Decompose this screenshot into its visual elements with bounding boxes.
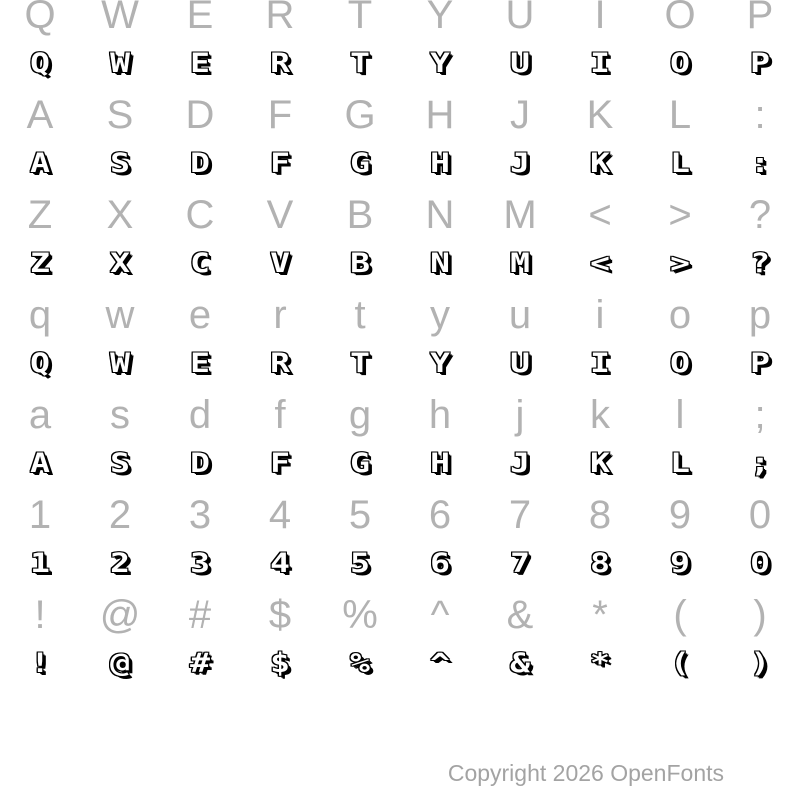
reference-glyph: > <box>668 193 692 237</box>
preview-glyph: 9 <box>670 548 690 579</box>
preview-glyph: T <box>350 48 370 79</box>
preview-glyph: R <box>270 48 290 79</box>
preview-glyph: ! <box>30 648 50 679</box>
reference-glyph: j <box>515 393 525 437</box>
preview-glyph: I <box>590 348 610 379</box>
reference-glyph: P <box>746 0 774 37</box>
preview-glyph: ) <box>750 648 770 679</box>
reference-glyph: O <box>664 0 696 37</box>
reference-glyph: r <box>273 293 287 337</box>
preview-glyph: J <box>510 448 530 479</box>
preview-glyph: < <box>590 248 610 279</box>
preview-glyph: # <box>190 648 210 679</box>
reference-glyph: B <box>346 193 374 237</box>
preview-glyph: A <box>30 448 50 479</box>
reference-glyph: L <box>668 93 692 137</box>
reference-glyph: R <box>265 0 295 37</box>
reference-glyph: u <box>508 293 532 337</box>
preview-glyph-row <box>0 450 800 477</box>
preview-glyph: L <box>670 148 690 179</box>
preview-glyph: ^ <box>430 648 450 679</box>
reference-glyph: : <box>754 93 766 137</box>
reference-glyph: < <box>588 193 612 237</box>
preview-glyph: P <box>750 348 770 379</box>
preview-glyph: J <box>510 148 530 179</box>
reference-glyph: G <box>344 93 376 137</box>
reference-glyph: 7 <box>508 493 532 537</box>
preview-glyph: ; <box>750 448 770 479</box>
preview-glyph: U <box>510 348 530 379</box>
preview-glyph: H <box>430 148 450 179</box>
reference-glyph: 5 <box>348 493 372 537</box>
reference-glyph: g <box>348 393 372 437</box>
preview-glyph: % <box>350 648 370 679</box>
preview-glyph: S <box>110 448 130 479</box>
preview-glyph: 4 <box>270 548 290 579</box>
reference-glyph-row <box>0 0 800 35</box>
reference-glyph: % <box>342 593 378 637</box>
reference-glyph: ; <box>754 393 766 437</box>
reference-glyph: # <box>188 593 212 637</box>
preview-glyph: Q <box>30 348 50 379</box>
reference-glyph: d <box>188 393 212 437</box>
preview-glyph: 8 <box>590 548 610 579</box>
preview-glyph: F <box>270 448 290 479</box>
reference-glyph: a <box>28 393 52 437</box>
reference-glyph: s <box>110 393 130 437</box>
reference-glyph: 0 <box>748 493 772 537</box>
preview-glyph: P <box>750 48 770 79</box>
preview-glyph: G <box>350 148 370 179</box>
preview-glyph: & <box>510 648 530 679</box>
reference-glyph: h <box>428 393 452 437</box>
reference-glyph: Y <box>426 0 454 37</box>
preview-glyph: Y <box>430 48 450 79</box>
preview-glyph: R <box>270 348 290 379</box>
reference-glyph: H <box>425 93 455 137</box>
reference-glyph: Q <box>24 0 56 37</box>
reference-glyph: p <box>748 293 772 337</box>
reference-glyph: 3 <box>188 493 212 537</box>
preview-glyph: O <box>670 48 690 79</box>
reference-glyph: y <box>430 293 450 337</box>
preview-glyph: K <box>590 448 610 479</box>
reference-glyph: 4 <box>268 493 292 537</box>
preview-glyph-row <box>0 50 800 77</box>
reference-glyph: X <box>106 193 134 237</box>
preview-glyph: 5 <box>350 548 370 579</box>
reference-glyph-row <box>0 595 800 635</box>
preview-glyph-row <box>0 350 800 377</box>
preview-glyph: F <box>270 148 290 179</box>
reference-glyph: q <box>28 293 52 337</box>
reference-glyph: K <box>586 93 614 137</box>
reference-glyph: C <box>185 193 215 237</box>
preview-glyph-row <box>0 550 800 577</box>
preview-glyph: K <box>590 148 610 179</box>
reference-glyph: ! <box>34 593 46 637</box>
preview-glyph: O <box>670 348 690 379</box>
reference-glyph: @ <box>99 593 141 637</box>
reference-glyph-row <box>0 195 800 235</box>
preview-glyph: E <box>190 348 210 379</box>
reference-glyph: U <box>505 0 535 37</box>
reference-glyph-row <box>0 295 800 335</box>
reference-glyph: ( <box>673 593 687 637</box>
reference-glyph: i <box>595 293 605 337</box>
reference-glyph: 1 <box>28 493 52 537</box>
reference-glyph: w <box>105 293 135 337</box>
preview-glyph: W <box>110 348 130 379</box>
reference-glyph: 9 <box>668 493 692 537</box>
reference-glyph: J <box>510 93 530 137</box>
preview-glyph: ? <box>750 248 770 279</box>
preview-glyph: G <box>350 448 370 479</box>
preview-glyph: : <box>750 148 770 179</box>
copyright-text: Copyright 2026 OpenFonts <box>447 760 724 786</box>
reference-glyph: * <box>592 593 608 637</box>
reference-glyph: V <box>266 193 294 237</box>
reference-glyph: M <box>503 193 537 237</box>
reference-glyph: W <box>101 0 139 37</box>
preview-glyph: U <box>510 48 530 79</box>
preview-glyph: W <box>110 48 130 79</box>
preview-glyph-row <box>0 650 800 677</box>
reference-glyph: D <box>185 93 215 137</box>
preview-glyph: > <box>670 248 690 279</box>
reference-glyph: f <box>274 393 286 437</box>
reference-glyph: t <box>354 293 366 337</box>
reference-glyph-row <box>0 95 800 135</box>
preview-glyph: I <box>590 48 610 79</box>
preview-glyph-row <box>0 250 800 277</box>
preview-glyph: B <box>350 248 370 279</box>
reference-glyph: e <box>188 293 212 337</box>
reference-glyph-row <box>0 395 800 435</box>
reference-glyph: I <box>594 0 606 37</box>
preview-glyph: T <box>350 348 370 379</box>
preview-glyph: A <box>30 148 50 179</box>
reference-glyph: T <box>347 0 373 37</box>
reference-glyph: N <box>425 193 455 237</box>
reference-glyph: ? <box>748 193 772 237</box>
preview-glyph: X <box>110 248 130 279</box>
reference-glyph: $ <box>268 593 292 637</box>
preview-glyph: H <box>430 448 450 479</box>
preview-glyph: Q <box>30 48 50 79</box>
preview-glyph: 2 <box>110 548 130 579</box>
preview-glyph: ( <box>670 648 690 679</box>
reference-glyph: o <box>668 293 692 337</box>
preview-glyph: M <box>510 248 530 279</box>
preview-glyph: $ <box>270 648 290 679</box>
reference-glyph-row <box>0 495 800 535</box>
reference-glyph: 8 <box>588 493 612 537</box>
reference-glyph: & <box>506 593 534 637</box>
preview-glyph: Y <box>430 348 450 379</box>
preview-glyph: 0 <box>750 548 770 579</box>
preview-glyph: * <box>590 648 610 679</box>
preview-glyph: @ <box>110 648 130 679</box>
preview-glyph: N <box>430 248 450 279</box>
reference-glyph: ^ <box>430 593 450 637</box>
preview-glyph: D <box>190 148 210 179</box>
preview-glyph: V <box>270 248 290 279</box>
preview-glyph: 1 <box>30 548 50 579</box>
preview-glyph: D <box>190 448 210 479</box>
preview-glyph: 6 <box>430 548 450 579</box>
preview-glyph: C <box>190 248 210 279</box>
preview-glyph: 3 <box>190 548 210 579</box>
reference-glyph: E <box>186 0 214 37</box>
reference-glyph: 2 <box>108 493 132 537</box>
preview-glyph: L <box>670 448 690 479</box>
preview-glyph: S <box>110 148 130 179</box>
reference-glyph: Z <box>27 193 53 237</box>
preview-glyph-row <box>0 150 800 177</box>
preview-glyph: E <box>190 48 210 79</box>
reference-glyph: A <box>26 93 54 137</box>
reference-glyph: 6 <box>428 493 452 537</box>
reference-glyph: F <box>267 93 293 137</box>
reference-glyph: S <box>106 93 134 137</box>
preview-glyph: 7 <box>510 548 530 579</box>
reference-glyph: l <box>675 393 685 437</box>
preview-glyph: Z <box>30 248 50 279</box>
reference-glyph: k <box>590 393 610 437</box>
reference-glyph: ) <box>753 593 767 637</box>
